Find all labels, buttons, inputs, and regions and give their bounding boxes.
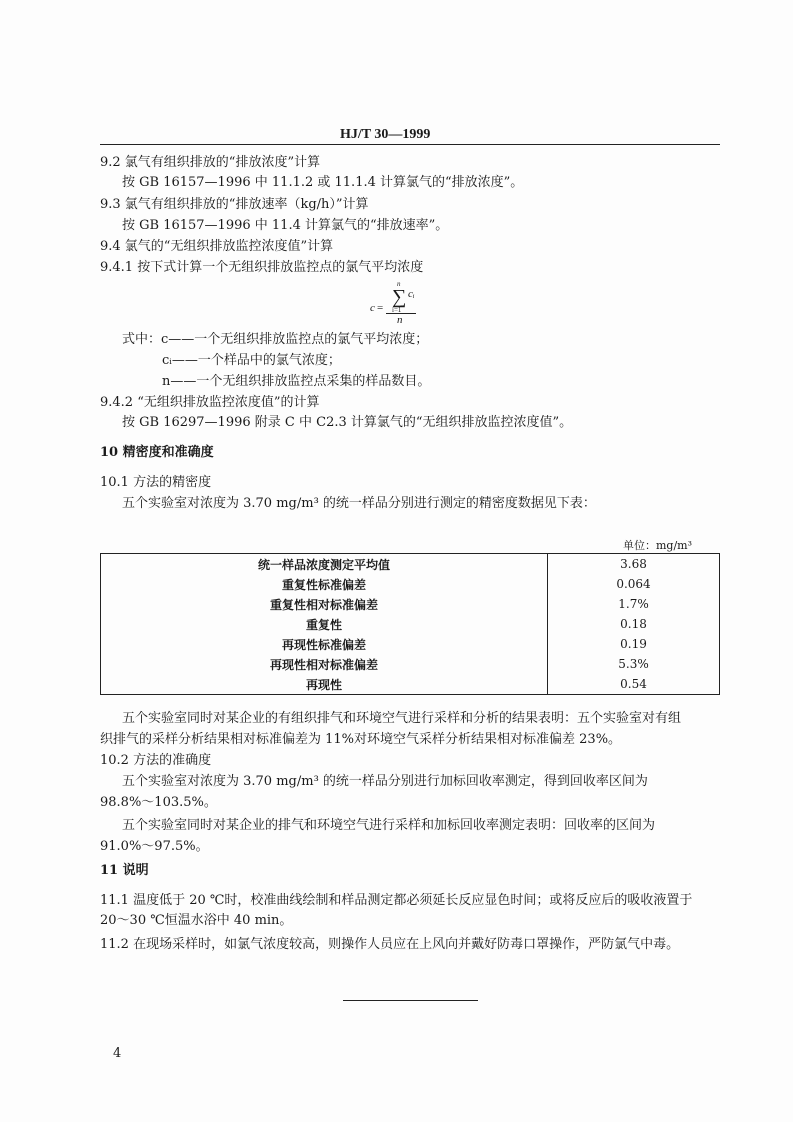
paragraph-1-line-1: 五个实验室同时对某企业的有组织排气和环境空气进行采样和分析的结果表明：五个实验室对有组 (122, 711, 682, 726)
formula-ci: cᵢ (408, 288, 415, 300)
paragraph-1-line-2: 织排气的采样分析结果相对标准偏差为 11%对环境空气采样分析结果相对标准偏差 23%。 (100, 732, 622, 747)
section-11-1-line-2: 20～30 ℃恒温水浴中 40 min。 (100, 913, 293, 928)
table-row (101, 574, 720, 594)
section-11-2: 11.2 在现场采样时，如氯气浓度较高，则操作人员应在上风向并戴好防毒口罩操作，严防氯气中毒。 (100, 937, 680, 952)
paragraph-2-line-1: 五个实验室对浓度为 3.70 mg/m³ 的统一样品分别进行加标回收率测定，得到回收率区间为 (122, 774, 648, 789)
row-value: 0.064 (616, 577, 651, 591)
section-9-3-heading: 9.3 氯气有组织排放的“排放速率（kg/h）”计算 (100, 197, 369, 212)
precision-table (100, 553, 720, 695)
paragraph-3-line-2: 91.0%～97.5%。 (100, 839, 209, 854)
sum-symbol: ∑ (392, 286, 407, 308)
paragraph-3-line-1: 五个实验室同时对某企业的排气和环境空气进行采样和加标回收率测定表明：回收率的区间为 (122, 818, 656, 833)
header-rule (100, 144, 720, 145)
section-9-4-1-heading: 9.4.1 按下式计算一个无组织排放监控点的氯气平均浓度 (100, 260, 424, 275)
section-9-4-heading: 9.4 氯气的“无组织排放监控浓度值”计算 (100, 239, 334, 254)
table-row (101, 674, 720, 695)
end-rule (343, 1000, 478, 1001)
formula-equals: = (377, 302, 384, 314)
row-label: 再现性 (101, 674, 548, 695)
table-row (101, 654, 720, 674)
section-10-2-heading: 10.2 方法的准确度 (100, 753, 212, 768)
sum-lower-limit: i=1 (392, 306, 402, 314)
section-10-1-heading: 10.1 方法的精密度 (100, 475, 212, 490)
row-value: 1.7% (618, 597, 649, 611)
section-9-4-2-heading: 9.4.2 “无组织排放监控浓度值”的计算 (100, 395, 320, 410)
row-label: 统一样品浓度测定平均值 (101, 554, 548, 575)
section-11-1-line-1: 11.1 温度低于 20 ℃时，校准曲线绘制和样品测定都必须延长反应显色时间；或将反应后的吸收液置于 (100, 893, 693, 908)
row-label: 重复性标准偏差 (101, 574, 548, 594)
row-label: 再现性相对标准偏差 (101, 654, 548, 674)
table-row (101, 614, 720, 634)
formula-c: c (370, 302, 375, 314)
page-number: 4 (113, 1046, 122, 1061)
where-line-c: 式中：c——一个无组织排放监控点的氯气平均浓度； (122, 332, 429, 347)
row-label: 重复性相对标准偏差 (101, 594, 548, 614)
row-value: 0.54 (620, 677, 647, 691)
section-9-4-2-body: 按 GB 16297—1996 附录 C 中 C2.3 计算氯气的“无组织排放监控浓度值”。 (122, 415, 573, 430)
row-label: 再现性标准偏差 (101, 634, 548, 654)
section-11-heading: 11 说明 (100, 863, 149, 878)
where-line-n: n——一个无组织排放监控点采集的样品数目。 (162, 374, 431, 389)
table-row (101, 634, 720, 654)
standard-header: HJ/T 30—1999 (340, 127, 431, 142)
formula-denominator: n (397, 314, 403, 326)
table-unit-label: 单位：mg/m³ (623, 539, 693, 552)
sum-upper-limit: n (397, 280, 401, 288)
table-row (101, 554, 720, 575)
row-label: 重复性 (101, 614, 548, 634)
mean-concentration-formula (370, 282, 460, 328)
row-value: 5.3% (618, 657, 649, 671)
section-9-2-heading: 9.2 氯气有组织排放的“排放浓度”计算 (100, 155, 321, 170)
row-value: 0.19 (620, 637, 647, 651)
section-10-1-body: 五个实验室对浓度为 3.70 mg/m³ 的统一样品分别进行测定的精密度数据见下表： (122, 496, 596, 511)
row-value: 3.68 (620, 557, 647, 571)
row-value: 0.18 (620, 617, 647, 631)
section-9-3-body: 按 GB 16157—1996 中 11.4 计算氯气的“排放速率”。 (122, 218, 449, 233)
section-10-heading: 10 精密度和准确度 (100, 445, 214, 460)
where-line-ci: cᵢ——一个样品中的氯气浓度； (162, 353, 341, 368)
paragraph-2-line-2: 98.8%～103.5%。 (100, 795, 217, 810)
section-9-2-body: 按 GB 16157—1996 中 11.1.2 或 11.1.4 计算氯气的“排放浓度”。 (122, 175, 524, 190)
table-row (101, 594, 720, 614)
